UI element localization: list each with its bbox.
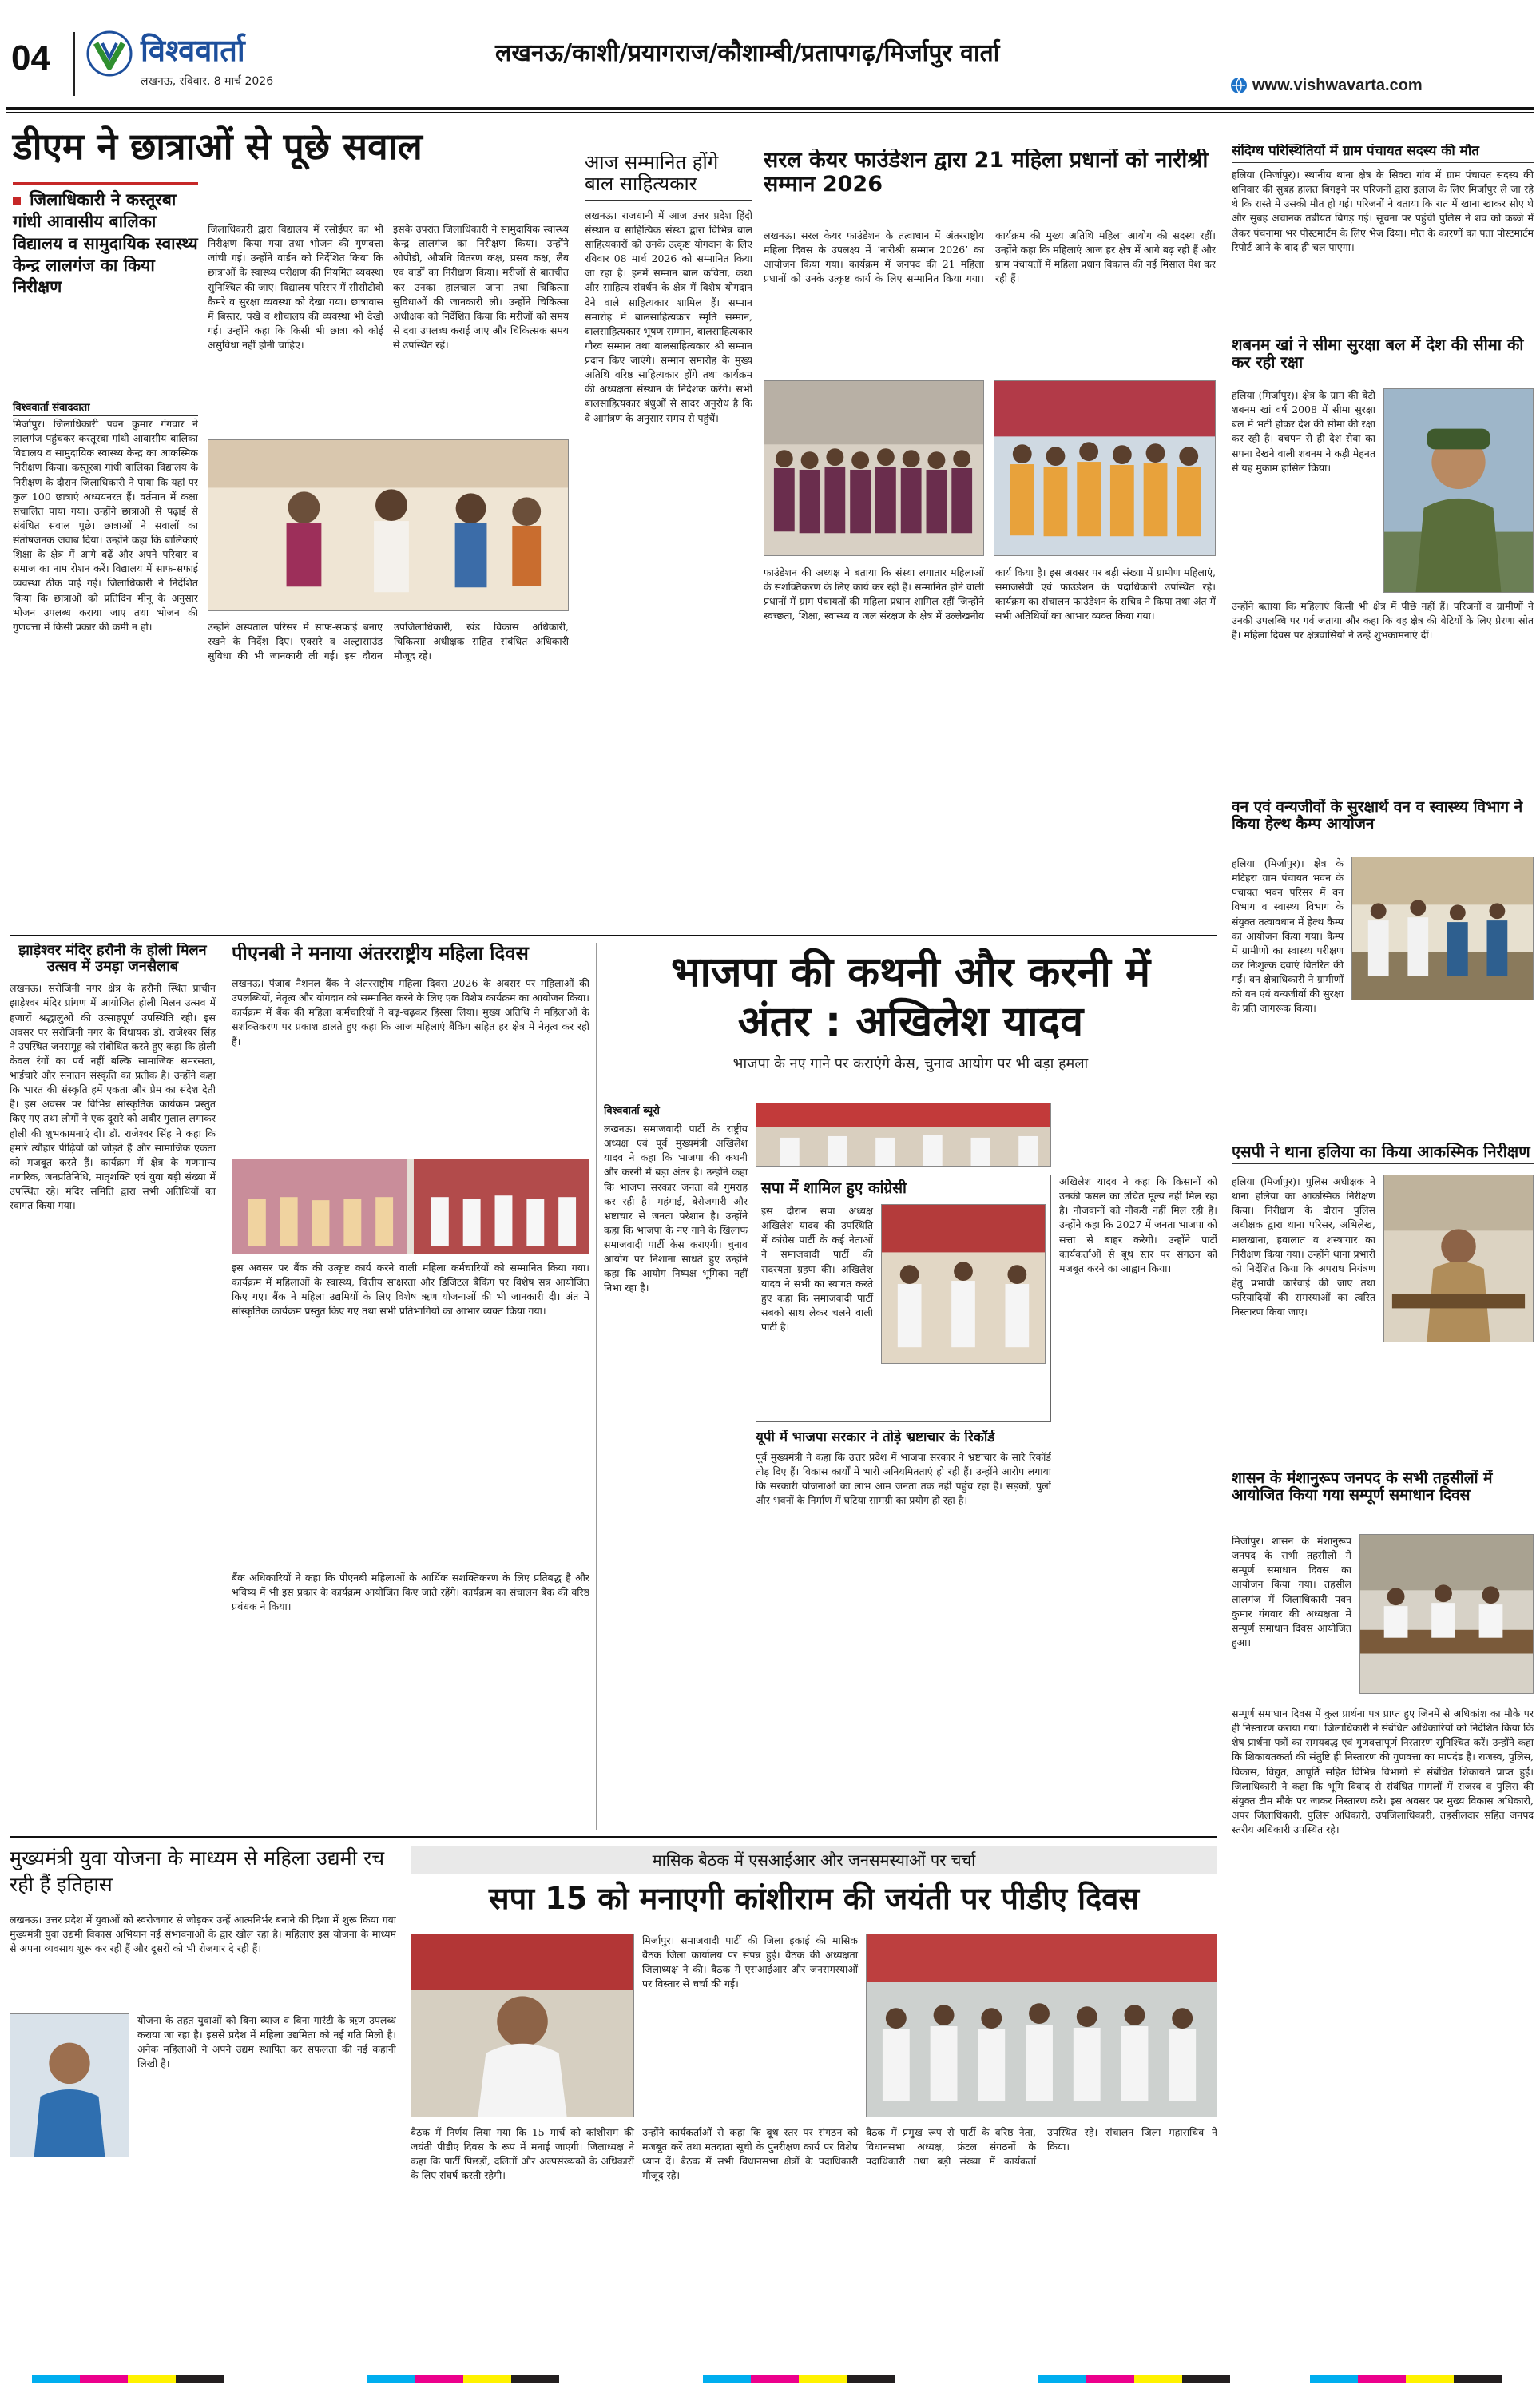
story-akhilesh-byline: विश्ववार्ता ब्यूरो [604,1103,748,1119]
story-congress-photo [881,1204,1046,1364]
story-shabnam-body2: उन्होंने बताया कि महिलाएं किसी भी क्षेत्र में पीछे नहीं हैं। परिजनों व ग्रामीणों ने उनकी उपलब्धि पर गर्व जताया और कहा कि वह क्षेत्र की बेटियों के लिए प्रेरणा स्रोत हैं। महिला दिवस पर क्षेत्रवासियों ने उन्हें शुभकामनाएं दीं। [1232,600,1534,642]
story-healthcamp-photo [1351,857,1534,1000]
masthead-bottom-rule [6,107,1534,110]
website-link[interactable]: www.vishwavarta.com [1252,77,1423,94]
story-dm-col4: उन्होंने अस्पताल परिसर में साफ-सफाई बनाए रखने के निर्देश दिए। एक्सरे व अल्ट्रासाउंड सुविधा की भी जानकारी ली गई। इस दौरान उपजिलाधिकारी, खंड विकास अधिकारी, चिकित्सा अधीक्षक सहित संबंधित अधिकारी मौजूद रहे। [208,621,569,662]
masthead [0,0,1540,136]
story-kanshiram-body3: उन्होंने कार्यकर्ताओं से कहा कि बूथ स्तर पर संगठन को मजबूत करें तथा मतदाता सूची के पुनरीक्षण कार्य पर विशेष ध्यान दें। बैठक में सभी विधानसभा क्षेत्रों के पदाधिकारी मौजूद रहे। [642,2126,858,2182]
story-kanshiram-headline: सपा 15 को मनाएगी कांशीराम की जयंती पर पीडीए दिवस [488,1881,1140,1916]
story-healthcamp-headline: वन एवं वन्यजीवों के सुरक्षार्थ वन व स्वास्थ्य विभाग ने किया हेल्थ कैम्प आयोजन [1232,799,1523,833]
story-pnb-headline: पीएनबी ने मनाया अंतरराष्ट्रीय महिला दिवस [232,943,529,964]
story-congress [756,1175,1051,1422]
pnb-divider [596,943,597,1830]
story-panchayat-body: हलिया (मिर्जापुर)। स्थानीय थाना क्षेत्र के सिक्टा गांव में ग्राम पंचायत सदस्य की शनिवार की सुबह हालत बिगड़ने पर परिजनों द्वारा इलाज के लिए मिर्जापुर ले जा रहे थे कि रास्ते में उसकी मौत हो गई। परिजनों ने बताया कि रात में खाना खाकर सोए थे और सुबह अचानक तबीयत बिगड़ गई। सूचना पर पहुंची पुलिस ने शव को कब्जे में लेकर पंचनामा भर पोस्टमार्टम के लिए भेज दिया। मौत के कारणों का पता पोस्टमार्टम रिपोर्ट आने के बाद ही चल पाएगा। [1232,169,1534,253]
story-dm-col2: जिलाधिकारी द्वारा विद्यालय में रसोईघर का भी निरीक्षण किया गया तथा भोजन की गुणवत्ता जांची गई। उन्होंने वार्डन को निर्देशित किया कि छात्राओं के स्वास्थ्य परीक्षण की नियमित व्यवस्था सुनिश्चित की जाए। विद्यालय परिसर में सीसीटीवी कैमरे व सुरक्षा व्यवस्था को देखा गया। छात्रावास में बिस्तर, पंखे व शौचालय की व्यवस्था भी देखी गई। उन्होंने कहा कि किसी भी छात्रा को कोई असुविधा नहीं होनी चाहिए। [208,223,383,351]
story-kanshiram [411,1846,1217,2357]
story-holi [10,943,216,1838]
story-pnb-body2: इस अवसर पर बैंक की उत्कृष्ट कार्य करने वाली महिला कर्मचारियों को सम्मानित किया गया। कार्यक्रम में महिलाओं के स्वास्थ्य, वित्तीय साक्षरता और डिजिटल बैंकिंग पर विशेष सत्र आयोजित किए गए। बैंक ने महिला उद्यमियों के लिए विशेष ऋण योजनाओं की भी जानकारी दी। अंत में सांस्कृतिक कार्यक्रम प्रस्तुत किए गए तथा सभी प्रतिभागियों का आभार व्यक्त किया गया। [232,1262,589,1318]
story-congress-headline: सपा में शामिल हुए कांग्रेसी [761,1179,907,1197]
story-sp-headline: एसपी ने थाना हलिया का किया आकस्मिक निरीक्षण [1232,1143,1534,1164]
story-holi-body: लखनऊ। सरोजिनी नगर क्षेत्र के हरौनी स्थित प्राचीन झाड़ेश्वर मंदिर प्रांगण में आयोजित होली मिलन उत्सव में हजारों श्रद्धालुओं की उत्साहपूर्ण उपस्थिति रही। इस अवसर पर सरोजिनी नगर के विधायक डॉ. राजेश्वर सिंह ने उपस्थित जनसमूह को संबोधित करते हुए कहा कि होली केवल रंगों का पर्व नहीं बल्कि सामाजिक समरसता, भाईचारे और सनातन संस्कृति का प्रतीक है। उन्होंने कहा कि भारत की संस्कृति हमें एकता और प्रेम का संदेश देती है। इस अवसर पर विभिन्न सांस्कृतिक कार्यक्रम प्रस्तुत किए गए तथा लोगों ने एक-दूसरे को अबीर-गुलाल लगाकर होली की शुभकामनाएं दीं। डॉ. राजेश्वर सिंह ने कहा कि हमारे त्यौहार पीढ़ियों को जोड़ते हैं और सामाजिक एकता को मजबूत करते हैं। कार्यक्रम में क्षेत्र के गणमान्य नागरिक, जनप्रतिनिधि, मातृशक्ति एवं युवा बड़ी संख्या में उपस्थित रहे। मंदिर समिति द्वारा सभी अतिथियों का स्वागत किया गया। [10,982,216,1212]
story-yuva-photo [10,2013,129,2157]
deck-bullet-icon [13,197,21,205]
story-shabnam-headline: शबनम खां ने सीमा सुरक्षा बल में देश की सीमा की कर रही रक्षा [1232,336,1524,372]
story-bhrashtachar-body: पूर्व मुख्यमंत्री ने कहा कि उत्तर प्रदेश में भाजपा सरकार ने भ्रष्टाचार के सारे रिकॉर्ड तोड़ दिए हैं। विकास कार्यों में भारी अनियमितताएं हो रही हैं। उन्होंने आरोप लगाया कि सरकारी योजनाओं का लाभ आम जनता तक नहीं पहुंच रहा है। सड़कों, पुलों और भवनों के निर्माण में घटिया सामग्री का प्रयोग हो रहा है। [756,1451,1051,1507]
story-pnb [232,943,589,1838]
story-sp [1232,1143,1534,1462]
story-shabnam [1232,336,1534,783]
dateline: लखनऊ, रविवार, 8 मार्च 2026 [141,75,274,88]
story-sp-photo [1383,1175,1534,1342]
story-sp-body: हलिया (मिर्जापुर)। पुलिस अधीक्षक ने थाना हलिया का आकस्मिक निरीक्षण किया। निरीक्षण के दौरान पुलिस अधीक्षक द्वारा थाना परिसर, अभिलेख, मालखाना, हवालात व शस्त्रागार का निरीक्षण किया गया। उन्होंने थाना प्रभारी को निर्देशित किया कि अपराध नियंत्रण हेतु प्रभावी कार्रवाई की जाए तथा फरियादियों की समस्याओं का त्वरित निस्तारण किया जाए। [1232,1175,1375,1318]
story-samadhan-body2: सम्पूर्ण समाधान दिवस में कुल प्रार्थना पत्र प्राप्त हुए जिनमें से अधिकांश का मौके पर ही निस्तारण कराया गया। जिलाधिकारी ने संबंधित अधिकारियों को निर्देशित किया कि शेष प्रार्थना पत्रों का समयबद्ध एवं गुणवत्तापूर्ण निस्तारण सुनिश्चित करें। उन्होंने कहा कि शिकायतकर्ता की संतुष्टि ही निस्तारण की गुणवत्ता का मापदंड है। राजस्व, पुलिस, विकास, विद्युत, आपूर्ति सहित विभिन्न विभागों से संबंधित शिकायतें प्राप्त हुईं। जिलाधिकारी ने कहा कि भूमि विवाद से संबंधित मामलों में राजस्व व पुलिस की संयुक्त टीम मौके पर जाकर निस्तारण करे। इस अवसर पर मुख्य विकास अधिकारी, अपर जिलाधिकारी, पुलिस अधिकारी, उपजिलाधिकारी, तहसीलदार सहित जनपद स्तरीय अधिकारी उपस्थित रहे। [1232,1707,1534,1835]
story-pnb-body1: लखनऊ। पंजाब नैशनल बैंक ने अंतरराष्ट्रीय महिला दिवस 2026 के अवसर पर महिलाओं की उपलब्धियों, नेतृत्व और योगदान को सम्मानित करने के लिए एक विशेष कार्यक्रम का आयोजन किया। कार्यक्रम में बैंक की महिला कर्मचारियों ने बढ़-चढ़कर हिस्सा लिया। मुख्य अतिथि ने महिलाओं के सशक्तिकरण पर प्रकाश डालते हुए कहा कि आज महिलाएं बैंकिंग सहित हर क्षेत्र में नेतृत्व कर रही हैं। [232,977,589,1047]
story-dm-col1: मिर्जापुर। जिलाधिकारी पवन कुमार गंगवार ने लालगंज पहुंचकर कस्तूरबा गांधी आवासीय बालिका विद्यालय व सामुदायिक स्वास्थ्य केन्द्र का आकस्मिक निरीक्षण किया। कस्तूरबा गांधी बालिका विद्यालय के निरीक्षण के दौरान जिलाधिकारी ने पाया कि यहां पर कुल 100 छात्राएं अध्ययनरत हैं। वर्तमान में कक्षा संचालित पाया गया। उन्होंने छात्राओं से पढ़ाई से संबंधित सवाल पूछे। छात्राओं ने सवालों का संतोषजनक जवाब दिया। उन्होंने कहा कि बालिकाएं शिक्षा के क्षेत्र में आगे बढ़ें और अपने परिवार व समाज का नाम रोशन करें। विद्यालय में साफ-सफाई व्यवस्था ठीक पाई गई। जिलाधिकारी ने निर्देशित किया कि छात्राओं को प्रतिदिन मीनू के अनुसार भोजन उपलब्ध कराया जाए तथा भोजन की गुणवत्ता में किसी प्रकार की कमी न हो। [13,418,198,633]
story-yuva-body1: लखनऊ। उत्तर प्रदेश में युवाओं को स्वरोजगार से जोड़कर उन्हें आत्मनिर्भर बनाने की दिशा में शुरू किया गया मुख्यमंत्री युवा उद्यमी विकास अभियान नई संभावनाओं के द्वार खोल रहा है। महिलाएं इस योजना के माध्यम से अपना व्यवसाय शुरू कर रही हैं और दूसरों को भी रोजगार दे रही हैं। [10,1914,396,1955]
story-akhilesh-subhead: भाजपा के नए गाने पर कराएंगे केस, चुनाव आयोग पर भी बड़ा हमला [732,1055,1089,1072]
story-bhrashtachar [756,1430,1051,1814]
web-icon [1230,77,1248,94]
section-rule-mid [10,935,1217,936]
story-akhilesh-photo [756,1103,1051,1167]
story-panchayat-headline: संदिग्ध परिस्थितियों में ग्राम पंचायत सदस्य की मौत [1232,144,1534,163]
story-kanshiram-photo1 [411,1934,634,2117]
story-akhilesh-body1: लखनऊ। समाजवादी पार्टी के राष्ट्रीय अध्यक्ष एवं पूर्व मुख्यमंत्री अखिलेश यादव ने कहा कि भाजपा की कथनी और करनी में बड़ा अंतर है। उन्होंने कहा कि भाजपा सरकार जनता को गुमराह कर रही है। महंगाई, बेरोजगारी और भ्रष्टाचार से जनता परेशान है। उन्होंने कहा कि भाजपा के नए गाने के खिलाफ समाजवादी पार्टी केस कराएगी। चुनाव आयोग पर निशाना साधते हुए उन्होंने कहा कि आयोग निष्पक्ष भूमिका नहीं निभा रहा है। [604,1123,748,1294]
paper-name: विश्ववार्ता [141,33,245,68]
story-shabnam-body1: हलिया (मिर्जापुर)। क्षेत्र के ग्राम की बेटी शबनम खां वर्ष 2008 में सीमा सुरक्षा बल में भर्ती होकर देश की सीमा की रक्षा कर रही है। बचपन से ही देश सेवा का सपना देखने वाली शबनम ने कड़ी मेहनत से यह मुकाम हासिल किया। [1232,389,1375,474]
story-dm-byline: विश्ववार्ता संवाददाता [13,400,198,416]
story-congress-body: इस दौरान सपा अध्यक्ष अखिलेश यादव की उपस्थिति में कांग्रेस पार्टी के कई नेताओं ने समाजवादी पार्टी की सदस्यता ग्रहण की। अखिलेश यादव ने सभी का स्वागत करते हुए कहा कि समाजवादी पार्टी सबको साथ लेकर चलने वाली पार्टी है। [761,1205,873,1333]
footer-color-strip [0,2370,1540,2387]
story-shabnam-photo [1383,388,1534,593]
masthead-bottom-rule-thin [6,112,1534,113]
page-number-divider [73,32,75,96]
story-akhilesh [604,943,1217,1830]
story-bhrashtachar-headline: यूपी में भाजपा सरकार ने तोड़े भ्रष्टाचार के रिकॉर्ड [756,1430,995,1445]
story-dm-photo [208,439,569,611]
story-naarishri-headline: सरल केयर फाउंडेशन द्वारा 21 महिला प्रधानों को नारीश्री सम्मान 2026 [764,149,1209,197]
story-dm-col3: इसके उपरांत जिलाधिकारी ने सामुदायिक स्वास्थ्य केन्द्र लालगंज का निरीक्षण किया। उन्होंने ओपीडी, औषधि वितरण कक्ष, प्रसव कक्ष, लैब एवं वार्डों का निरीक्षण किया। मरीजों से बातचीत कर उनका हालचाल जाना तथा चिकित्सा सुविधाओं की जानकारी ली। उन्होंने चिकित्सा अधीक्षक को निर्देशित किया कि मरीजों को समय से दवा उपलब्ध कराई जाए और चिकित्सक समय से उपस्थित रहें। [393,223,569,351]
story-naarishri [764,149,1216,932]
story-kanshiram-body4: बैठक में प्रमुख रूप से पार्टी के वरिष्ठ नेता, विधानसभा अध्यक्ष, फ्रंटल संगठनों के पदाधिकारी तथा बड़ी संख्या में कार्यकर्ता उपस्थित रहे। संचालन जिला महासचिव ने किया। [866,2126,1217,2168]
brand-logo-icon [86,30,133,77]
story-healthcamp [1232,799,1534,1135]
story-pnb-body3: बैंक अधिकारियों ने कहा कि पीएनबी महिलाओं के आर्थिक सशक्तिकरण के लिए प्रतिबद्ध है और भविष्य में भी इस प्रकार के कार्यक्रम आयोजित किए जाते रहेंगे। कार्यक्रम का संचालन बैंक की वरिष्ठ प्रबंधक ने किया। [232,1572,589,1613]
story-pnb-photo [232,1159,589,1254]
story-kanshiram-body1: मिर्जापुर। समाजवादी पार्टी की जिला इकाई की मासिक बैठक जिला कार्यालय पर संपन्न हुई। बैठक की अध्यक्षता जिलाध्यक्ष ने की। बैठक में एसआईआर और जनसमस्याओं पर विस्तार से चर्चा की गई। [642,1934,858,1990]
story-samadhan-headline: शासन के मंशानुरूप जनपद के सभी तहसीलों में आयोजित किया गया सम्पूर्ण समाधान दिवस [1232,1470,1493,1505]
story-samadhan-photo [1359,1534,1534,1694]
story-dm [10,120,575,927]
story-dm-deck: जिलाधिकारी ने कस्तूरबा गांधी आवासीय बालिका विद्यालय व सामुदायिक स्वास्थ्य केन्द्र लालगंज का किया निरीक्षण [13,182,198,298]
story-naarishri-photo2 [994,380,1216,556]
story-akhilesh-headline: भाजपा की कथनी और करनी में अंतर : अखिलेश यादव [670,948,1151,1047]
story-naarishri-body2: फाउंडेशन की अध्यक्ष ने बताया कि संस्था लगातार महिलाओं के सशक्तिकरण के लिए कार्य कर रही है। सम्मानित होने वाली प्रधानों में ग्राम पंचायतों की महिला प्रधान शामिल रहीं जिन्होंने स्वच्छता, शिक्षा, स्वास्थ्य व जल संरक्षण के क्षेत्र में उल्लेखनीय कार्य किया है। इस अवसर पर बड़ी संख्या में ग्रामीण महिलाएं, समाजसेवी एवं फाउंडेशन के पदाधिकारी उपस्थित रहे। कार्यक्रम का संचालन फाउंडेशन के सचिव ने किया तथा अंत में सभी अतिथियों का आभार व्यक्त किया गया। [764,566,1216,622]
story-kanshiram-kicker: मासिक बैठक में एसआईआर और जनसमस्याओं पर चर्चा [411,1846,1217,1874]
story-yuva-headline: मुख्यमंत्री युवा योजना के माध्यम से महिला उद्यमी रच रही हैं इतिहास [10,1846,385,1896]
story-healthcamp-body: हलिया (मिर्जापुर)। क्षेत्र के मटिहरा ग्राम पंचायत भवन के पंचायत भवन परिसर में वन विभाग व स्वास्थ्य विभाग के संयुक्त तत्वावधान में हेल्थ कैम्प का आयोजन किया गया। कैम्प में ग्रामीणों का स्वास्थ्य परीक्षण कर निःशुल्क दवाएं वितरित की गईं। वन क्षेत्राधिकारी ने ग्रामीणों को वन एवं वन्यजीवों की सुरक्षा के प्रति जागरूक किया। [1232,857,1344,1015]
story-samadhan-body1: मिर्जापुर। शासन के मंशानुरूप जनपद के सभी तहसीलों में सम्पूर्ण समाधान दिवस का आयोजन किया गया। तहसील लालगंज में जिलाधिकारी पवन कुमार गंगवार की अध्यक्षता में सम्पूर्ण समाधान दिवस आयोजित हुआ। [1232,1535,1351,1648]
story-samadhan [1232,1470,1534,2333]
story-dm-headline: डीएम ने छात्राओं से पूछे सवाल [13,125,423,168]
story-sahityakar-headline: आज सम्मानित होंगे बाल साहित्यकार [585,152,752,201]
page-number: 04 [11,38,50,78]
story-sahityakar-body: लखनऊ। राजधानी में आज उत्तर प्रदेश हिंदी संस्थान व साहित्यिक संस्था द्वारा विभिन्न बाल साहित्यकारों को उनके उत्कृष्ट योगदान के लिए रविवार 08 मार्च 2026 को सम्मानित किया जा रहा है। इनमें सम्मान बाल कविता, कथा और साहित्य संवर्धन के क्षेत्र में विशेष योगदान देने वाले साहित्यकार शामिल हैं। सम्मान समारोह में बालसाहित्यकार स्मृति सम्मान, बालसाहित्यकार भूषण सम्मान, बालसाहित्यकार गौरव सम्मान तथा बालसाहित्यकार श्री सम्मान प्रदान किए जाएंगे। सम्मान समारोह के मुख्य अतिथि वरिष्ठ साहित्यकार होंगे तथा कार्यक्रम की अध्यक्षता संस्थान के निदेशक करेंगे। सभी बालसाहित्यकार बंधुओं से सादर अनुरोध है कि वे आमंत्रण के अनुसार समय से पहुंचें। [585,209,752,424]
story-kanshiram-body2: बैठक में निर्णय लिया गया कि 15 मार्च को कांशीराम की जयंती पीडीए दिवस के रूप में मनाई जाएगी। जिलाध्यक्ष ने कहा कि पार्टी पिछड़ों, दलितों और अल्पसंख्यकों के अधिकारों के लिए संघर्ष करती रहेगी। [411,2126,634,2182]
story-holi-headline: झाड़ेश्वर मंदिर हरौनी के होली मिलन उत्सव में उमड़ा जनसैलाब [18,943,207,976]
story-naarishri-photo1 [764,380,984,556]
story-naarishri-body1: लखनऊ। सरल केयर फाउंडेशन के तत्वाधान में अंतरराष्ट्रीय महिला दिवस के उपलक्ष्य में ‘नारीश्री सम्मान 2026’ का आयोजन किया गया। कार्यक्रम में जनपद की 21 महिला प्रधानों को उनके उत्कृष्ट कार्य के लिए सम्मानित किया गया। कार्यक्रम की मुख्य अतिथि महिला आयोग की सदस्य रहीं। उन्होंने कहा कि महिलाएं आज हर क्षेत्र में आगे बढ़ रही हैं और ग्राम पंचायतों में महिला प्रधान विकास की नई मिसाल पेश कर रही हैं। [764,229,1216,285]
story-yuva-body2: योजना के तहत युवाओं को बिना ब्याज व बिना गारंटी के ऋण उपलब्ध कराया जा रहा है। इससे प्रदेश में महिला उद्यमिता को नई गति मिली है। अनेक महिलाओं ने अपने उद्यम स्थापित कर सफलता की नई कहानी लिखी है। [137,2014,396,2070]
story-panchayat [1232,144,1534,328]
regions-title: लखनऊ/काशी/प्रयागराज/कौशाम्बी/प्रतापगढ़/मिर्जापुर वार्ता [495,39,1000,67]
story-akhilesh-body2: अखिलेश यादव ने कहा कि किसानों को उनकी फसल का उचित मूल्य नहीं मिल रहा है। नौजवानों को नौकरी नहीं मिल रही है। उन्होंने कहा कि 2027 में जनता भाजपा को सत्ता से बाहर करेगी। उन्होंने पार्टी कार्यकर्ताओं से बूथ स्तर पर संगठन को मजबूत करने का आह्वान किया। [1059,1175,1217,1274]
story-sahityakar [585,152,752,927]
story-kanshiram-photo2 [866,1934,1217,2117]
section-rule-lower [10,1836,1217,1838]
story-yuva [10,1846,396,2357]
